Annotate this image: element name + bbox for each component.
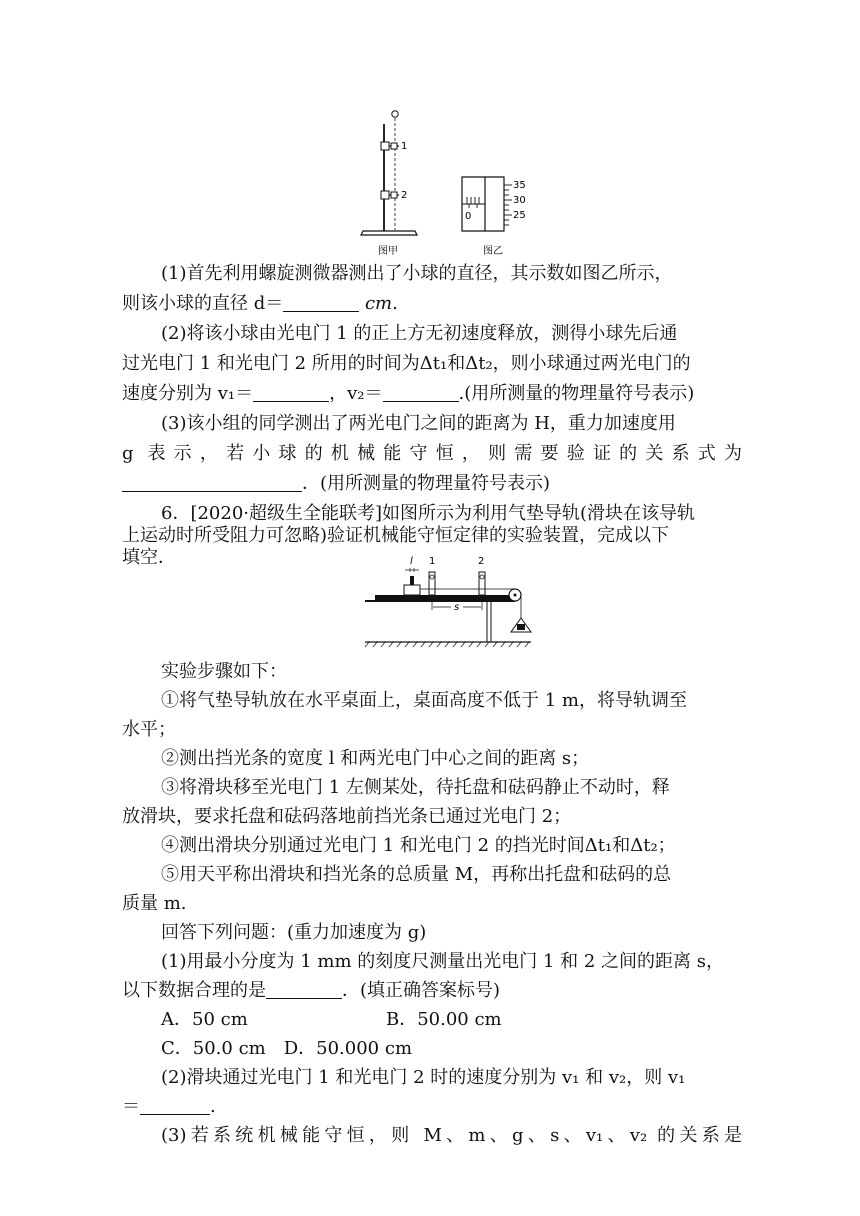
- text-line: 过光电门 1 和光电门 2 所用的时间为Δt₁和Δt₂，则小球通过两光电门的: [122, 353, 691, 374]
- air-track: [375, 595, 515, 600]
- text-line: 放滑块，要求托盘和砝码落地前挡光条已通过光电门 2；: [122, 806, 572, 827]
- choice-b: B．50.00 cm: [386, 1009, 502, 1030]
- answer-blank[interactable]: [266, 980, 342, 999]
- question-6-heading: 6．[2020·超级生全能联考]如图所示为利用气垫导轨(滑块在该导轨: [161, 503, 696, 524]
- text-line: (2)将该小球由光电门 1 的正上方无初速度释放，测得小球先后通: [161, 323, 678, 344]
- choice-a: A．50 cm: [161, 1009, 248, 1030]
- slider: [404, 585, 420, 595]
- text-line: ．(用所测量的物理量符号表示): [122, 472, 742, 496]
- text-line: ④测出滑块分别通过光电门 1 和光电门 2 的挡光时间Δt₁和Δt₂；: [161, 835, 676, 856]
- l-label: l: [410, 556, 413, 567]
- label-jia: 图甲: [378, 246, 398, 257]
- text-line: 水平；: [122, 719, 176, 740]
- answer-blank[interactable]: [283, 293, 359, 312]
- text-line: ＝ .: [122, 1096, 216, 1117]
- text-line: (3)该小组的同学测出了两光电门之间的距离为 H，重力加速度用: [161, 413, 676, 434]
- answer-blank[interactable]: [140, 1096, 210, 1115]
- text-line: 质量 m.: [122, 893, 187, 914]
- zero-label: 0: [465, 211, 472, 222]
- s-label: s: [454, 602, 460, 613]
- photogate-1: [391, 143, 397, 149]
- text-line: 填空．: [122, 547, 176, 568]
- tick-35: 35: [513, 180, 526, 191]
- text-line: 则该小球的直径 d＝ cm.: [122, 293, 398, 314]
- gate1-label: 1: [429, 556, 436, 567]
- text-line: g 表示，若小球的机械能守恒，则需要验证的关系式为: [122, 443, 742, 464]
- gate2-label: 2: [478, 556, 485, 567]
- stand-base: [361, 231, 417, 235]
- answer-blank[interactable]: [253, 383, 329, 402]
- text-line: (1)首先利用螺旋测微器测出了小球的直径，其示数如图乙所示，: [161, 263, 673, 284]
- ball: [392, 111, 398, 117]
- weights: [517, 624, 525, 630]
- text-line: (3)若系统机械能守恒，则 M、m、g、s、v₁、v₂ 的关系是: [161, 1125, 742, 1146]
- text-line: ①将气垫导轨放在水平桌面上，桌面高度不低于 1 m，将导轨调至: [161, 690, 687, 711]
- text-line: (1)用最小分度为 1 mm 的刻度尺测量出光电门 1 和 2 之间的距离 s，: [161, 951, 724, 972]
- text-line: 以下数据合理的是 ．(填正确答案标号): [122, 980, 501, 1001]
- label-yi: 图乙: [483, 246, 503, 257]
- answer-blank[interactable]: [383, 383, 459, 402]
- text-line: ③将滑块移至光电门 1 左侧某处，待托盘和砝码静止不动时，释: [161, 777, 670, 798]
- photogate-2: [391, 192, 397, 198]
- gate1-label: 1: [401, 141, 408, 152]
- tick-25: 25: [513, 210, 526, 221]
- choice-row: [161, 1008, 742, 1032]
- clamp-1: [381, 142, 389, 150]
- clamp-2: [381, 191, 389, 199]
- shading-strip: [410, 576, 414, 585]
- text-line: 回答下列问题：(重力加速度为 g): [161, 922, 427, 943]
- figure-jia-yi: [355, 104, 535, 260]
- air-track-figure: [363, 550, 543, 652]
- text-line: (2)滑块通过光电门 1 和光电门 2 时的速度分别为 v₁ 和 v₂，则 v₁: [161, 1067, 686, 1088]
- text-line: 上运动时所受阻力可忽略)验证机械能守恒定律的实验装置，完成以下: [122, 525, 670, 546]
- text-line: 实验步骤如下：: [161, 661, 287, 682]
- text-line: ②测出挡光条的宽度 l 和两光电门中心之间的距离 s；: [161, 748, 590, 769]
- gate2-label: 2: [401, 190, 408, 201]
- text-line: 速度分别为 v₁＝ ，v₂＝ .(用所测量的物理量符号表示): [122, 383, 695, 404]
- tick-30: 30: [513, 195, 526, 206]
- micrometer-reading: [462, 177, 526, 231]
- choice-row: C．50.0 cm D．50.000 cm: [161, 1038, 413, 1059]
- answer-blank[interactable]: [122, 473, 302, 492]
- text-line: ⑤用天平称出滑块和挡光条的总质量 M，再称出托盘和砝码的总: [161, 864, 672, 885]
